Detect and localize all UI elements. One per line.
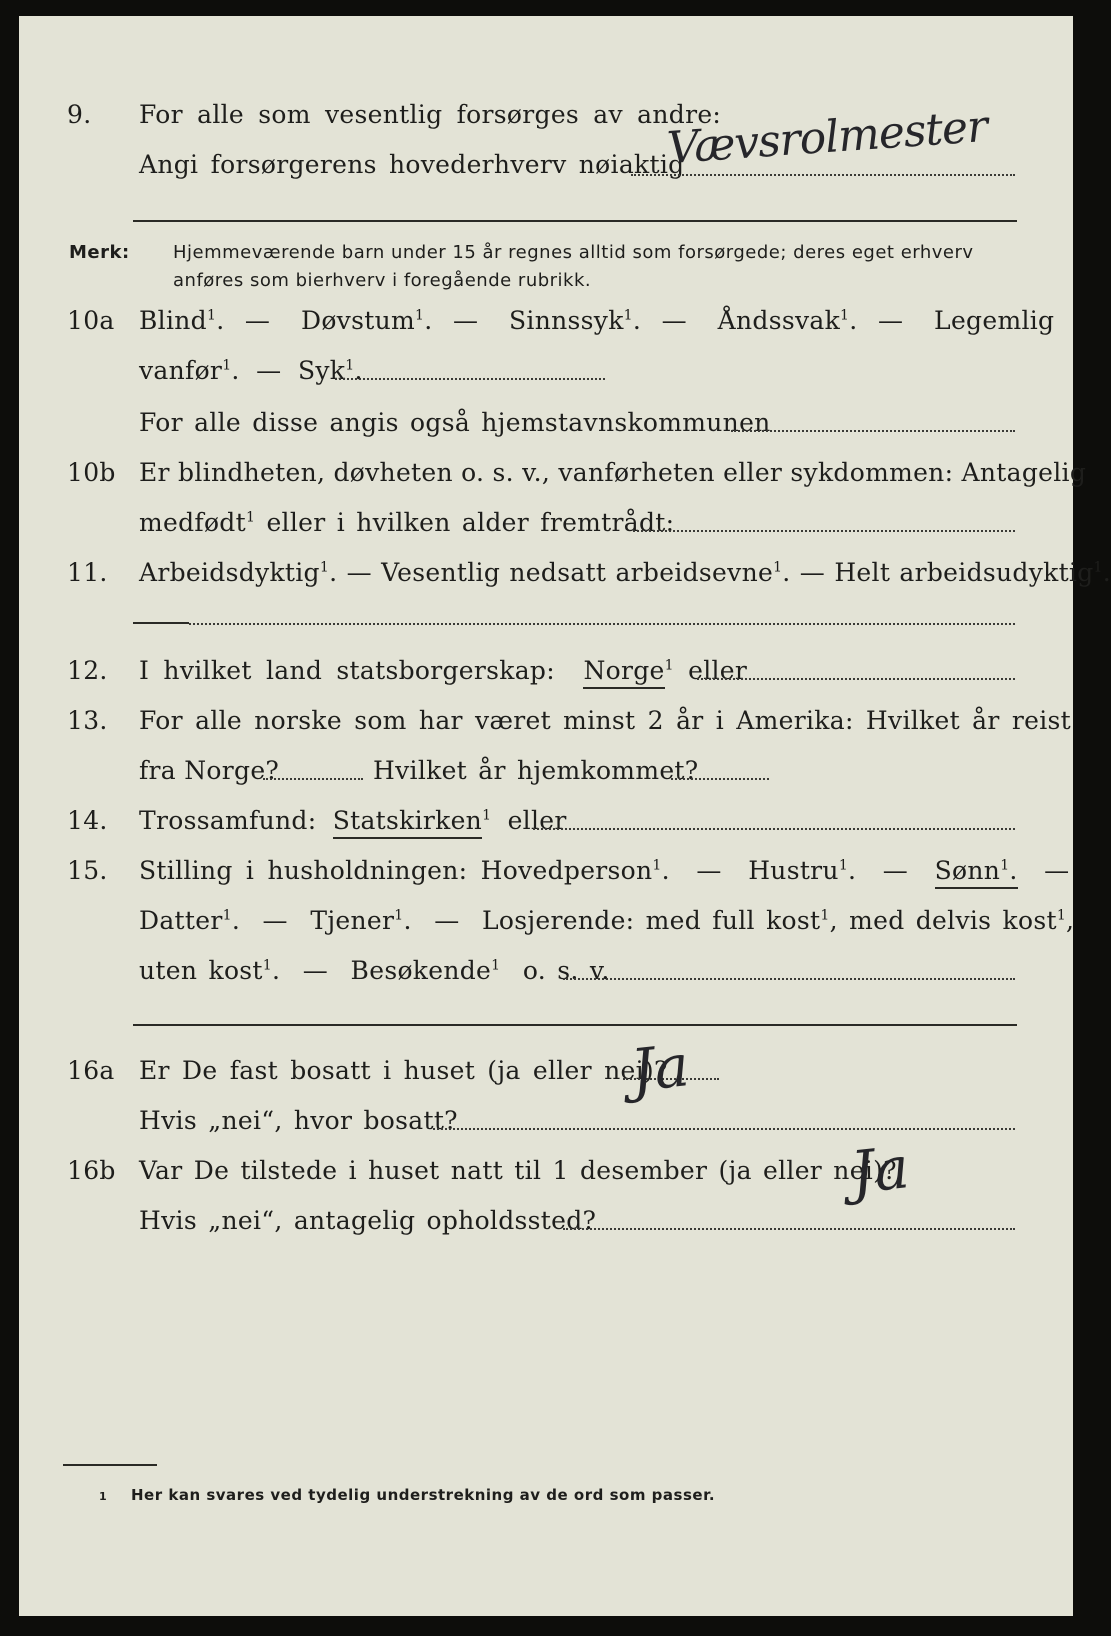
q13-number: 13.	[67, 706, 108, 735]
opt-statskirken[interactable]: Statskirken	[333, 806, 482, 839]
q16b-line2: Hvis „nei“, antagelig opholdssted?	[139, 1206, 597, 1235]
opt-losjerende-full[interactable]: Losjerende: med full kost	[482, 906, 821, 935]
q9-number: 9.	[67, 100, 92, 129]
opt-vanfor[interactable]: vanfør	[139, 356, 223, 385]
section-divider	[133, 1024, 1017, 1026]
q13-hjemkommet-line[interactable]	[671, 778, 769, 780]
q9-handwritten-answer: Vævsrolmester	[665, 100, 989, 175]
q12-text: I hvilket land statsborgerskap:	[139, 656, 555, 685]
q10b-line1: Er blindheten, døvheten o. s. v., vanførheten eller sykdommen: Antagelig	[139, 458, 1087, 487]
q15-line3: uten kost$^1$. — Besøkende$^1$ o. s. v.	[139, 956, 610, 985]
opt-legemlig[interactable]: Legemlig	[934, 306, 1055, 335]
opt-sonn-label: Sønn	[934, 856, 1001, 885]
q10a-hjemstavn-line[interactable]	[731, 430, 1015, 432]
q15-number: 15.	[67, 856, 108, 885]
q13-fra-norge: fra Norge?	[139, 756, 280, 785]
opt-hovedperson[interactable]: Hovedperson	[480, 856, 653, 885]
q12-eller: eller	[688, 656, 748, 685]
section-divider-dotted	[189, 623, 1015, 625]
q15-osv: o. s. v.	[522, 956, 610, 985]
merk-line2: anføres som bierhverv i foregående rubrikk.	[173, 270, 592, 291]
section-divider	[133, 220, 1017, 222]
opt-syk[interactable]: Syk	[297, 356, 346, 385]
opt-sonn[interactable]: Sønn$^1$.	[935, 856, 1018, 889]
q16b-number: 16b	[67, 1156, 116, 1185]
opt-uten-kost[interactable]: uten kost	[139, 956, 263, 985]
merk-label: Merk:	[69, 242, 130, 263]
q15-stilling: Stilling i husholdningen:	[139, 856, 468, 885]
q10a-line1: Blind$^1$. — Døvstum$^1$. — Sinnssyk$^1$. — Åndssvak$^1$. — Legemlig	[139, 306, 1055, 335]
opt-sinnssyk[interactable]: Sinnssyk	[508, 306, 624, 335]
opt-dovstum[interactable]: Døvstum	[300, 306, 415, 335]
opt-hustru[interactable]: Hustru	[748, 856, 839, 885]
q15-line2: Datter$^1$. — Tjener$^1$. — Losjerende: med full kost$^1$, med delvis kost$^1$,	[139, 906, 1075, 935]
q9-answer-line[interactable]	[631, 174, 1015, 176]
q11-number: 11.	[67, 558, 108, 587]
opt-nedsatt[interactable]: Vesentlig nedsatt arbeidsevne	[381, 558, 774, 587]
q12-number: 12.	[67, 656, 108, 685]
q10b-line2-rest: eller i hvilken alder fremtrådt:	[266, 508, 675, 537]
q14-eller: eller	[507, 806, 567, 835]
footnote-text: Her kan svares ved tydelig understrekning av de ord som passer.	[131, 1486, 716, 1504]
opt-medfodt[interactable]: medfødt	[139, 508, 246, 537]
q14-number: 14.	[67, 806, 108, 835]
opt-andssvak[interactable]: Åndssvak	[717, 306, 841, 335]
q13-hjemkommet: Hvilket år hjemkommet?	[373, 756, 699, 785]
q16a-line1: Er De fast bosatt i huset (ja eller nei)?	[139, 1056, 668, 1085]
q10b-alder-line[interactable]	[633, 530, 1015, 532]
opt-tjener[interactable]: Tjener	[310, 906, 395, 935]
section-divider	[133, 622, 189, 624]
q14-trossamfund-line[interactable]	[533, 828, 1015, 830]
q10b-number: 10b	[67, 458, 116, 487]
q14-text: Trossamfund:	[139, 806, 317, 835]
q13-line1: For alle norske som har været minst 2 år i Amerika: Hvilket år reist	[139, 706, 1072, 735]
footnote-marker: 1	[99, 1490, 108, 1503]
q10b-line2: medfødt$^1$ eller i hvilken alder fremtrådt:	[139, 508, 675, 537]
opt-udyktig[interactable]: Helt arbeidsudyktig	[834, 558, 1094, 587]
opt-arbeidsdyktig[interactable]: Arbeidsdyktig	[139, 558, 320, 587]
opt-losjerende-delvis[interactable]: med delvis kost	[849, 906, 1057, 935]
opt-blind[interactable]: Blind	[139, 306, 207, 335]
q12-land-line[interactable]	[697, 678, 1015, 680]
opt-besokende[interactable]: Besøkende	[350, 956, 492, 985]
q10a-line2: vanfør$^1$. — Syk$^1$.	[139, 356, 363, 385]
q10a-line3: For alle disse angis også hjemstavnskommunen	[139, 408, 771, 437]
census-form-page	[19, 16, 1111, 1616]
q12-line: I hvilket land statsborgerskap: Norge$^1$ eller	[139, 656, 747, 685]
q13-reist-line[interactable]	[263, 778, 363, 780]
q16a-handwritten-answer: Ja	[627, 1031, 693, 1105]
q16b-line1: Var De tilstede i huset natt til 1 desember (ja eller nei)?	[139, 1156, 897, 1185]
q10a-syk-line[interactable]	[335, 378, 605, 380]
q16b-handwritten-answer: Ja	[847, 1133, 913, 1207]
q16a-number: 16a	[67, 1056, 115, 1085]
merk-line1: Hjemmeværende barn under 15 år regnes alltid som forsørgede; deres eget erhverv	[173, 242, 974, 263]
q14-line: Trossamfund: Statskirken$^1$ eller	[139, 806, 567, 835]
q16a-bosatt-line[interactable]	[433, 1128, 1015, 1130]
q9-line2: Angi forsørgerens hovederhverv nøiaktig	[139, 150, 685, 179]
q11-line: Arbeidsdyktig$^1$. — Vesentlig nedsatt arbeidsevne$^1$. — Helt arbeidsudyktig$^1$.	[139, 558, 1111, 587]
q10a-number: 10a	[67, 306, 115, 335]
q15-line1: Stilling i husholdningen: Hovedperson$^1$. — Hustru$^1$. — Sønn$^1$. —	[139, 856, 1069, 885]
q15-other-line[interactable]	[563, 978, 1015, 980]
q16b-opholdssted-line[interactable]	[563, 1228, 1015, 1230]
opt-datter[interactable]: Datter	[139, 906, 223, 935]
footnote-rule	[63, 1464, 157, 1466]
q9-line1: For alle som vesentlig forsørges av andre:	[139, 100, 722, 129]
q16a-line2: Hvis „nei“, hvor bosatt?	[139, 1106, 458, 1135]
opt-norge[interactable]: Norge	[583, 656, 664, 689]
